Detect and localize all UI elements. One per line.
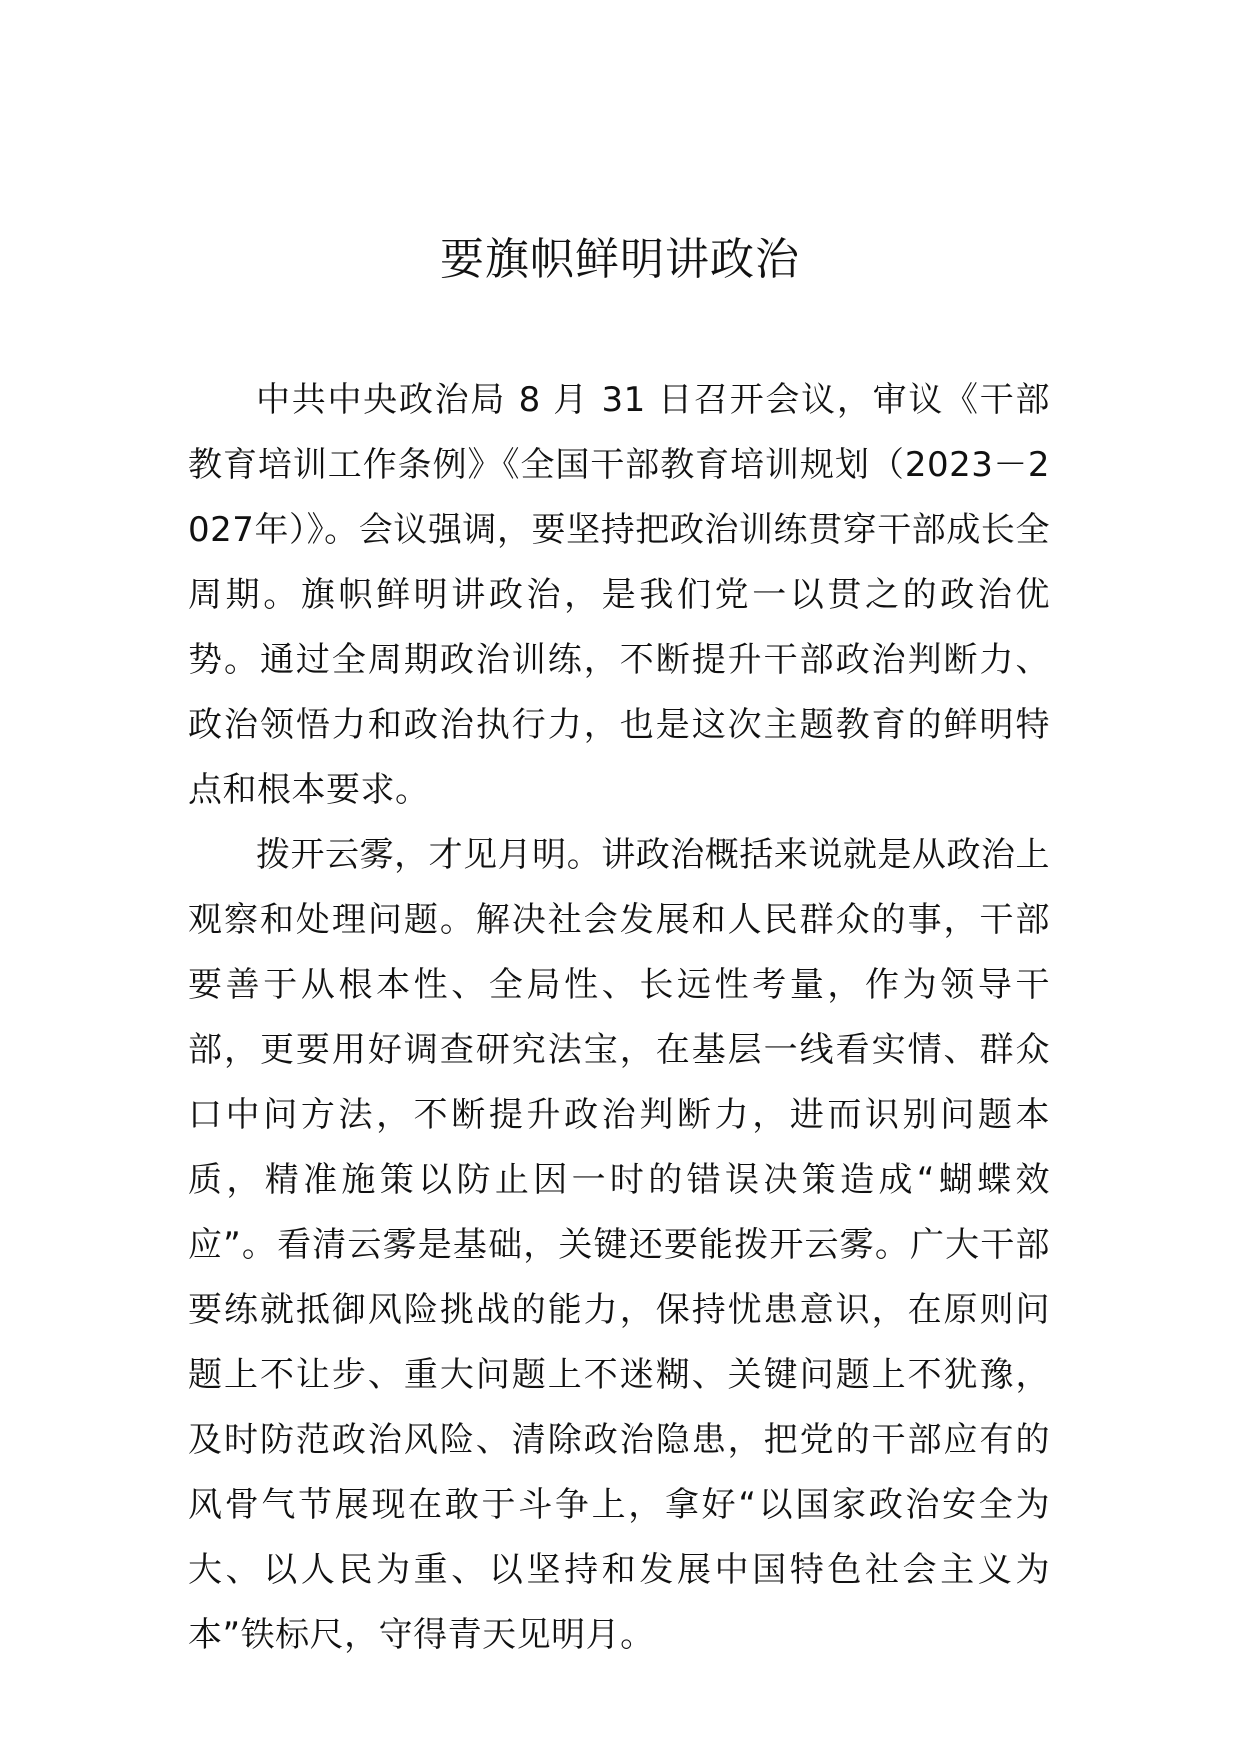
document-title: 要旗帜鲜明讲政治 <box>440 234 800 285</box>
paragraph-2: 拨开云雾，才见月明。讲政治概括来说就是从政治上观察和处理问题。解决社会发展和人民群众的事，干部要善于从根本性、全局性、长远性考量，作为领导干部，更要用好调查研究法宝，在基层一线看实情、群众口中问方法，不断提升政治判断力，进而识别问题本质，精准施策以防止因一时的错误决策造成“蝴蝶效应”。看清云雾是基础，关键还要能拨开云雾。广大干部要练就抵御风险挑战的能力，保持忧患意识，在原则问题上不让步、重大问题上不迷糊、关键问题上不犹豫，及时防范政治风险、清除政治隐患，把党的干部应有的风骨气节展现在敢于斗争上，拿好“以国家政治安全为大、以人民为重、以坚持和发展中国特色社会主义为本”铁标尺，守得青天见明月。 <box>188 835 1050 1655</box>
document-body <box>188 368 1050 1668</box>
paragraph-1: 中共中央政治局 8 月 31 日召开会议，审议《干部教育培训工作条例》《全国干部教育培训规划（2023－2027年）》。会议强调，要坚持把政治训练贯穿干部成长全周期。旗帜鲜明讲政治，是我们党一以贯之的政治优势。通过全周期政治训练，不断提升干部政治判断力、政治领悟力和政治执行力，也是这次主题教育的鲜明特点和根本要求。 <box>188 380 1050 810</box>
